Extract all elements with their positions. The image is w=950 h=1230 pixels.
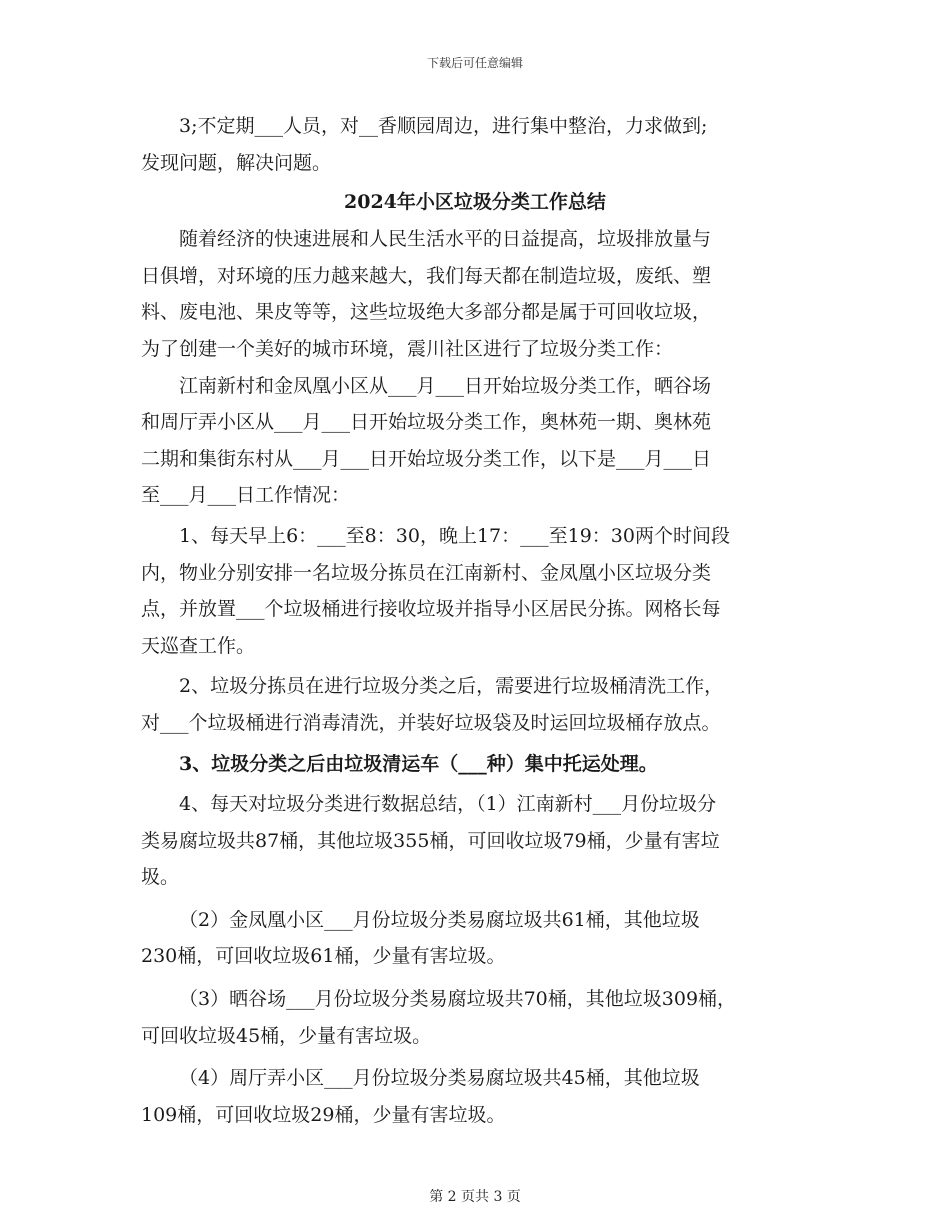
text-line: 至___月___日工作情况： <box>141 484 351 507</box>
text-line: （3）晒谷场___月份垃圾分类易腐垃圾共70桶，其他垃圾309桶， <box>179 988 737 1011</box>
text-line: 为了创建一个美好的城市环境，震川社区进行了垃圾分类工作： <box>141 337 674 360</box>
text-line: 圾。 <box>141 866 180 889</box>
paragraph-stat-zhoutingnong <box>141 1060 809 1133</box>
document-title: 2024年小区垃圾分类工作总结 <box>344 191 606 214</box>
paragraph-intro <box>141 108 809 181</box>
text-line: 3、垃圾分类之后由垃圾清运车（___种）集中托运处理。 <box>179 752 658 775</box>
paragraph-item-2 <box>141 668 809 741</box>
text-line: 料、废电池、果皮等等，这些垃圾绝大多部分都是属于可回收垃圾， <box>141 301 712 324</box>
paragraph-item-3 <box>141 746 809 783</box>
text-line: （2）金凤凰小区___月份垃圾分类易腐垃圾共61桶，其他垃圾 <box>179 908 700 931</box>
text-line: 对___个垃圾桶进行消毒清洗，并装好垃圾袋及时运回垃圾桶存放点。 <box>141 711 721 734</box>
paragraph-stat-shaiguchang <box>141 981 809 1054</box>
text-line: 点，并放置___个垃圾桶进行接收垃圾并指导小区居民分拣。网格长每 <box>141 598 721 621</box>
document-body <box>141 108 809 1133</box>
text-line: 随着经济的快速进展和人民生活水平的日益提高，垃圾排放量与 <box>179 228 712 251</box>
text-line: （4）周厅弄小区___月份垃圾分类易腐垃圾共45桶，其他垃圾 <box>179 1067 700 1090</box>
text-line: 日俱增，对环境的压力越来越大，我们每天都在制造垃圾，废纸、塑 <box>141 264 712 287</box>
paragraph-schedule <box>141 368 809 514</box>
text-line: 发现问题，解决问题。 <box>141 151 332 174</box>
text-line: 109桶，可回收垃圾29桶，少量有害垃圾。 <box>141 1103 506 1126</box>
page-header: 下载后可任意编辑 <box>426 56 523 70</box>
text-line: 二期和集街东村从___月___日开始垃圾分类工作，以下是___月___日 <box>141 447 712 470</box>
paragraph-stat-jinfenghuang <box>141 902 809 975</box>
text-line: 江南新村和金凤凰小区从___月___日开始垃圾分类工作，晒谷场 <box>179 374 712 397</box>
text-line: 天巡查工作。 <box>141 634 256 657</box>
text-line: 1、每天早上6：___至8：30，晚上17：___至19：30两个时间段 <box>179 524 730 547</box>
page-footer: 第 2 页共 3 页 <box>429 1189 521 1205</box>
text-line: 230桶，可回收垃圾61桶，少量有害垃圾。 <box>141 945 506 968</box>
paragraph-background <box>141 221 809 367</box>
text-line: 3;不定期___人员，对__香顺园周边，进行集中整治，力求做到; <box>179 115 708 137</box>
text-line: 可回收垃圾45桶，少量有害垃圾。 <box>141 1024 432 1047</box>
paragraph-item-1 <box>141 518 809 664</box>
text-line: 2、垃圾分拣员在进行垃圾分类之后，需要进行垃圾桶清洗工作， <box>179 675 724 698</box>
paragraph-item-4 <box>141 786 809 896</box>
text-line: 内，物业分别安排一名垃圾分拣员在江南新村、金凤凰小区垃圾分类 <box>141 561 712 584</box>
text-line: 4、每天对垃圾分类进行数据总结，（1）江南新村___月份垃圾分 <box>179 793 717 816</box>
text-line: 和周厅弄小区从___月___日开始垃圾分类工作，奥林苑一期、奥林苑 <box>141 411 712 434</box>
text-line: 类易腐垃圾共87桶，其他垃圾355桶，可回收垃圾79桶，少量有害垃 <box>141 829 720 852</box>
